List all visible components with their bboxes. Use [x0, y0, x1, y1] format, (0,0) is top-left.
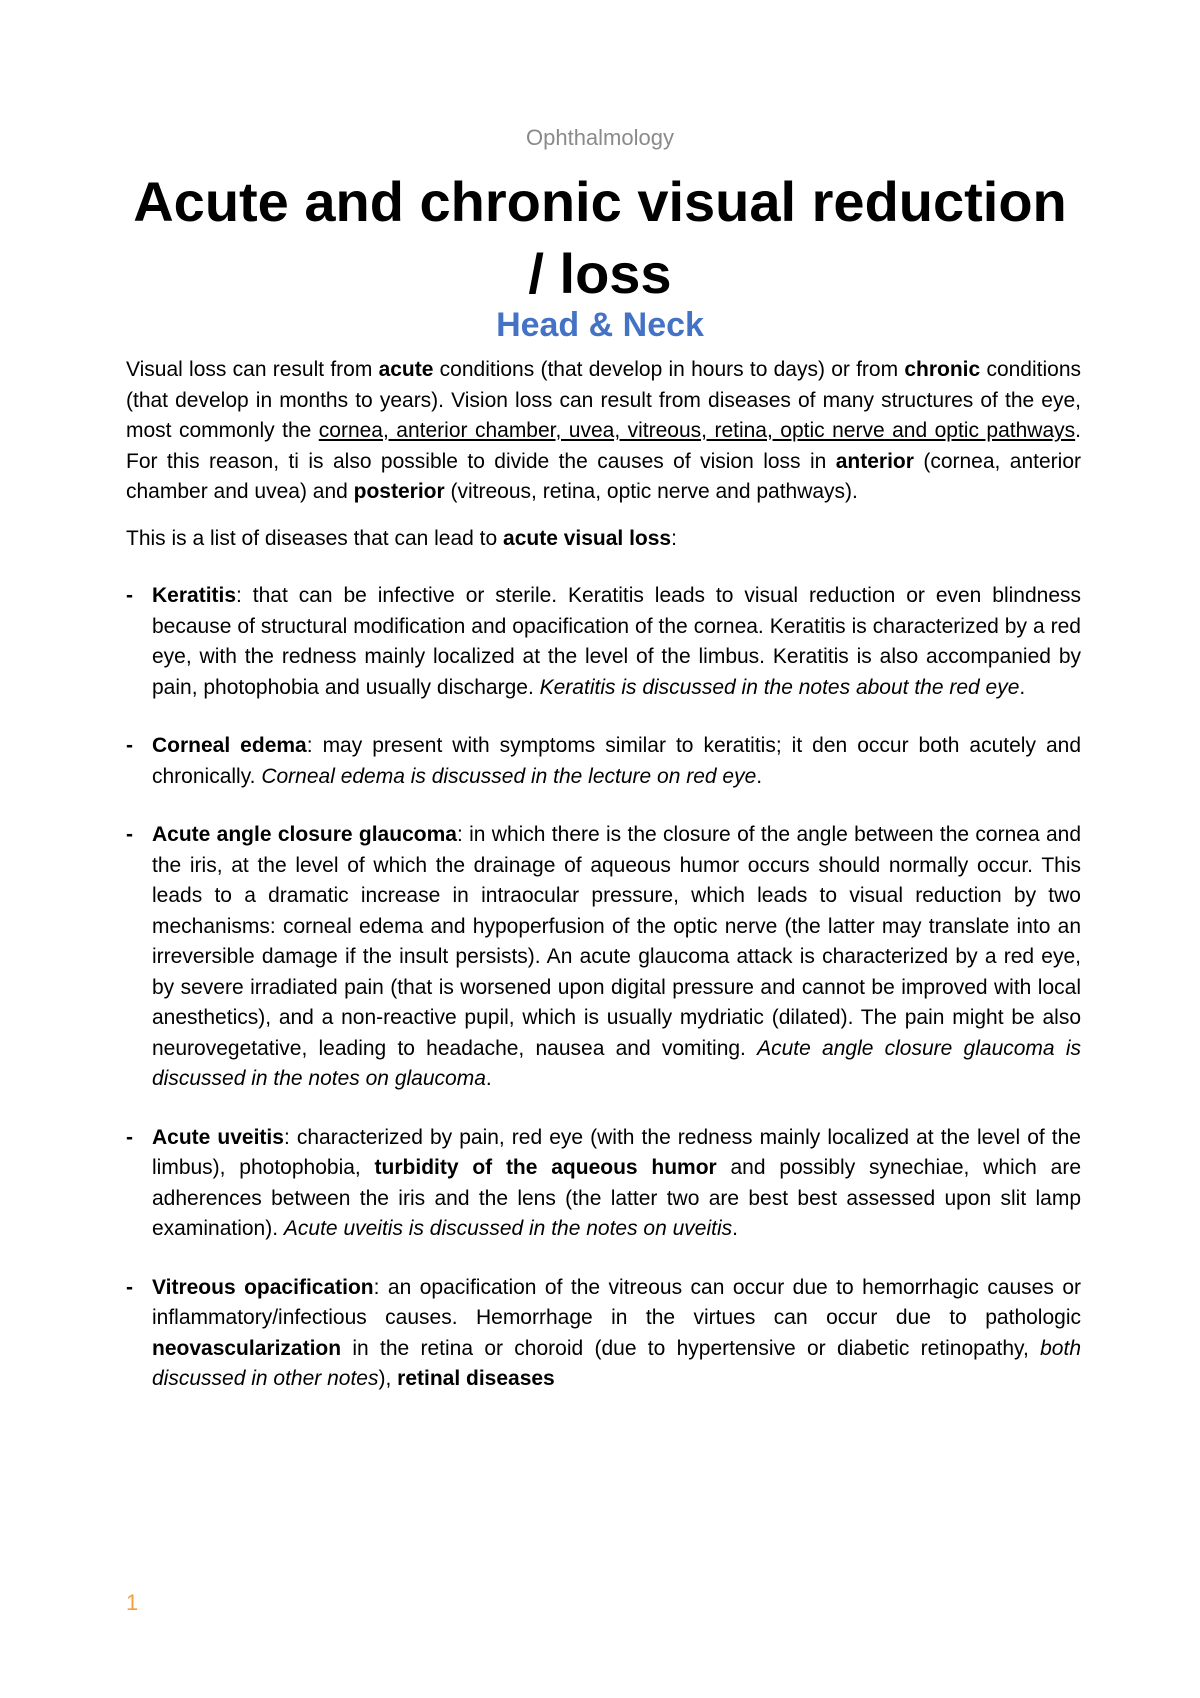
list-item-corneal-edema — [126, 731, 1081, 792]
item-note: Acute uveitis is discussed in the notes on uveitis — [283, 1217, 733, 1240]
item-note: Keratitis is discussed in the notes about the red eye — [539, 675, 1020, 699]
list-item-uveitis — [126, 1123, 1081, 1245]
intro-bold: posterior — [353, 480, 445, 503]
intro-bold: anterior — [835, 449, 914, 473]
intro-text: conditions (that develop in months to years). Vision loss can result from diseases of many structures of the eye, most commonly the — [126, 358, 1082, 442]
item-term: Vitreous opacification — [152, 1275, 374, 1299]
item-bold: neovascularization — [152, 1336, 342, 1360]
bullet-marker: - — [126, 1125, 133, 1149]
bullet-marker: - — [126, 823, 133, 846]
intro-text: . For this reason, ti is also possible to divide the causes of vision loss in — [126, 419, 1081, 473]
item-bold: retinal diseases — [397, 1367, 555, 1390]
item-text: : in which there is the closure of the angle between the cornea and the iris, at the level of which the drainage of aqueous humor occurs should normally occur. This leads to a dramatic increase in intraocular pressure, which leads to visual reduction by two mechanisms: corneal edema and hypoperfusion of the optic nerve (the latter may translate into an irreversible damage if the insult persists). An acute glaucoma attack is characterized by a red eye, by severe irradiated pain (that is worsened upon digital pressure and cannot be improved with local anesthetics), and a non-reactive pupil, which is usually mydriatic (dilated). The pain might be also neurovegetative, leading to headache, nausea and vomiting. — [152, 823, 1081, 1060]
item-term: Acute uveitis — [152, 1125, 284, 1149]
intro-text: Visual loss can result from — [126, 358, 379, 381]
running-header: Ophthalmology — [526, 125, 674, 150]
intro-underlined: cornea, anterior chamber, uvea, vitreous, retina, optic nerve and optic pathways — [318, 419, 1076, 442]
intro-paragraph — [126, 355, 1081, 508]
item-text: . — [485, 1067, 492, 1090]
bullet-marker: - — [126, 1275, 133, 1299]
item-term: Keratitis — [152, 584, 237, 607]
item-note: Acute angle closure glaucoma is discussed in the notes on glaucoma — [152, 1036, 1081, 1090]
item-text: . — [732, 1217, 738, 1240]
list-intro-text: : — [671, 526, 677, 550]
bullet-marker: - — [126, 734, 133, 757]
page-title: Acute and chronic visual reduction / loss — [133, 170, 1067, 305]
intro-text: (cornea, anterior chamber and uvea) and — [126, 449, 1081, 503]
intro-bold: chronic — [904, 358, 981, 381]
item-note: both discussed in other notes — [152, 1336, 1081, 1390]
item-text: . — [756, 764, 763, 788]
list-intro-bold: acute visual loss — [503, 526, 672, 550]
item-text: : an opacification of the vitreous can occur due to hemorrhagic causes or inflammatory/infectious causes. Hemorrhage in the virtues can occur due to pathologic — [152, 1275, 1081, 1329]
list-intro-text: This is a list of diseases that can lead to — [126, 526, 504, 550]
list-intro-paragraph — [126, 524, 1081, 555]
intro-text: (vitreous, retina, optic nerve and pathways). — [444, 480, 858, 503]
item-text: and possibly synechiae, which are adherences between the iris and the lens (the latter two are best best assessed upon slit lamp examination). — [152, 1156, 1081, 1240]
intro-text: conditions (that develop in hours to days) or from — [433, 358, 905, 381]
subtitle: Head & Neck — [496, 306, 704, 344]
page-number: 1 — [126, 1590, 139, 1615]
bullet-marker: - — [126, 584, 133, 607]
disease-list — [126, 581, 1081, 1395]
intro-bold: acute — [378, 358, 434, 381]
item-text: : may present with symptoms similar to keratitis; it den occur both acutely and chronically. — [152, 734, 1082, 788]
item-text: ), — [378, 1367, 398, 1390]
item-bold: turbidity of the aqueous humor — [374, 1156, 717, 1179]
item-note: Corneal edema is discussed in the lecture on red eye — [261, 764, 757, 788]
item-term: Corneal edema — [152, 734, 307, 757]
list-item-vitreous-opacification — [126, 1273, 1081, 1395]
list-item-keratitis — [126, 581, 1081, 703]
document-body — [126, 355, 1081, 1395]
item-text: . — [1019, 675, 1026, 699]
item-text: in the retina or choroid (due to hypertensive or diabetic retinopathy, — [341, 1336, 1041, 1360]
item-text: : characterized by pain, red eye (with the redness mainly localized at the level of the limbus), photophobia, — [152, 1125, 1081, 1179]
item-term: Acute angle closure glaucoma — [152, 823, 457, 846]
list-item-glaucoma — [126, 820, 1081, 1095]
item-text: : that can be infective or sterile. Keratitis leads to visual reduction or even blindness because of structural modification and opacification of the cornea. Keratitis is characterized by a red eye, with the redness mainly localized at the level of the limbus. Keratitis is also accompanied by pain, photophobia and usually discharge. — [152, 584, 1081, 699]
